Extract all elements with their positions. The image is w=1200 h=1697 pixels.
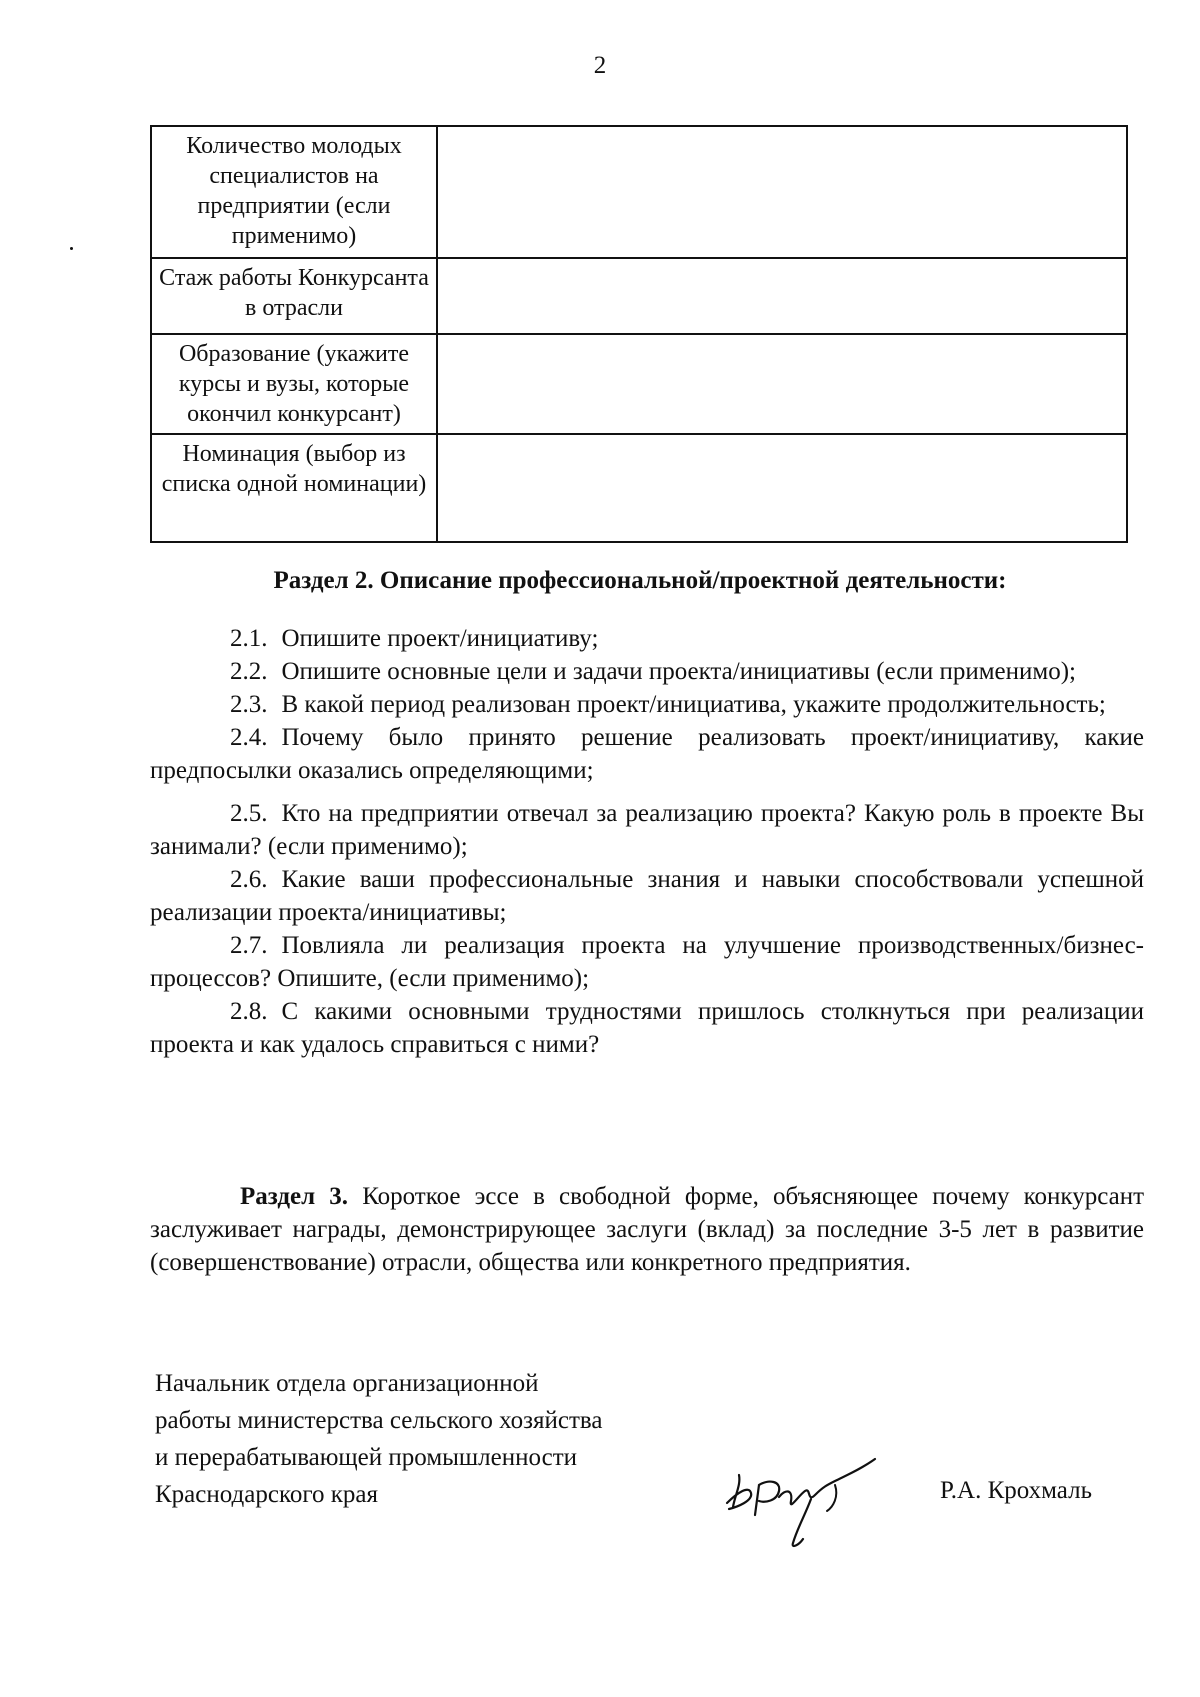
item-number: 2.5. xyxy=(230,800,268,827)
item-text: Опишите основные цели и задачи проекта/инициативы (если применимо); xyxy=(281,658,1076,685)
table-row xyxy=(151,334,1127,434)
section-3-paragraph xyxy=(150,1180,1144,1279)
handwritten-signature xyxy=(715,1445,895,1555)
item-number: 2.6. xyxy=(230,866,268,893)
row-value xyxy=(437,258,1127,334)
row-value xyxy=(437,434,1127,542)
item-number: 2.4. xyxy=(230,724,268,751)
row-value xyxy=(437,126,1127,258)
scan-speck xyxy=(70,247,73,250)
table-row xyxy=(151,126,1127,258)
item-text: Какие ваши профессиональные знания и навыки способствовали успешной реализации проекта/инициативы; xyxy=(150,866,1144,926)
item-number: 2.7. xyxy=(230,932,268,959)
table-row xyxy=(151,258,1127,334)
table-row xyxy=(151,434,1127,542)
signatory-line: Краснодарского края xyxy=(155,1481,378,1508)
page-number: 2 xyxy=(593,52,607,79)
list-item xyxy=(150,688,1144,721)
row-label: Количество молодых специалистов на предприятии (если применимо) xyxy=(151,126,437,258)
item-number: 2.8. xyxy=(230,998,268,1025)
row-label: Образование (укажите курсы и вузы, которые окончил конкурсант) xyxy=(151,334,437,434)
application-form-table xyxy=(150,125,1128,543)
item-number: 2.2. xyxy=(230,658,268,685)
item-text: Опишите проект/инициативу; xyxy=(281,625,599,652)
item-text: В какой период реализован проект/инициатива, укажите продолжительность; xyxy=(281,691,1106,718)
signer-name: Р.А. Крохмаль xyxy=(940,1477,1092,1504)
section-3-text: Короткое эссе в свободной форме, объясняющее почему конкурсант заслуживает награды, демонстрирующее заслуги (вклад) за последние 3-5 лет в развитие (совершенствование) отрасли, общества или конкретного предприятия. xyxy=(150,1183,1145,1276)
signatory-position xyxy=(155,1365,715,1513)
row-label: Стаж работы Конкурсанта в отрасли xyxy=(151,258,437,334)
row-value xyxy=(437,334,1127,434)
list-item xyxy=(150,929,1144,995)
section-2-title: Раздел 2. Описание профессиональной/проектной деятельности: xyxy=(273,567,1007,594)
list-item xyxy=(150,655,1144,688)
signatory-line: Начальник отдела организационной xyxy=(155,1370,539,1397)
list-item xyxy=(150,797,1144,863)
section-3-title: Раздел 3. xyxy=(240,1183,349,1210)
list-item xyxy=(150,863,1144,929)
signatory-line: и перерабатывающей промышленности xyxy=(155,1444,578,1471)
item-number: 2.1. xyxy=(230,625,268,652)
list-item xyxy=(150,721,1144,787)
item-text: Почему было принято решение реализовать проект/инициативу, какие предпосылки оказались определяющими; xyxy=(150,724,1144,784)
item-text: Кто на предприятии отвечал за реализацию проекта? Какую роль в проекте Вы занимали? (если применимо); xyxy=(150,800,1144,860)
list-item xyxy=(150,995,1144,1061)
row-label: Номинация (выбор из списка одной номинации) xyxy=(151,434,437,542)
item-text: Повлияла ли реализация проекта на улучшение производственных/бизнес- процессов? Опишите, (если применимо); xyxy=(150,932,1144,992)
item-text: С какими основными трудностями пришлось столкнуться при реализации проекта и как удалось справиться с ними? xyxy=(150,998,1144,1058)
item-number: 2.3. xyxy=(230,691,268,718)
section-2-items xyxy=(150,622,1144,1061)
signatory-line: работы министерства сельского хозяйства xyxy=(155,1407,603,1434)
list-item xyxy=(150,622,1144,655)
